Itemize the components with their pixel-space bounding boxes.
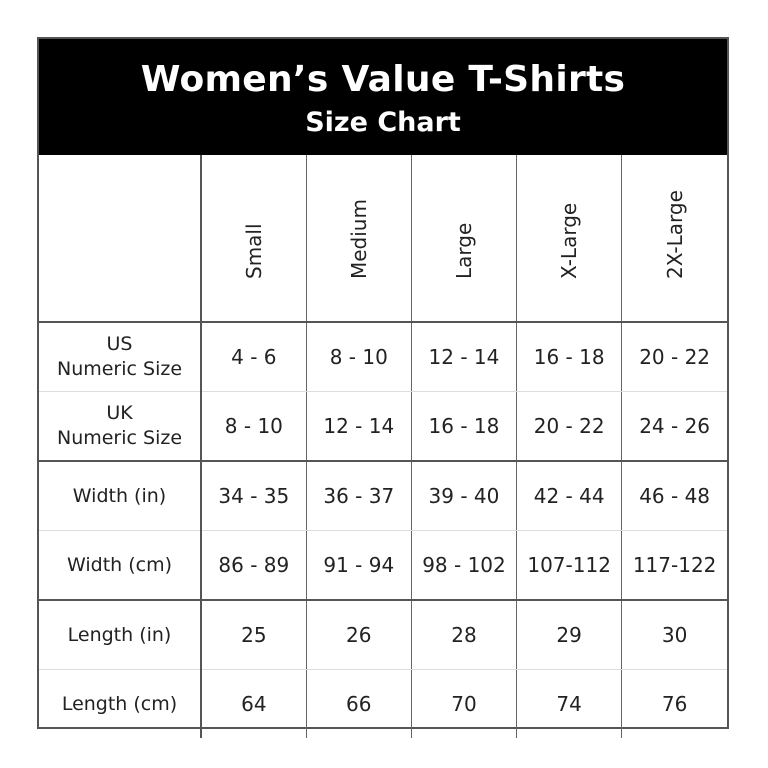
size-label: Medium [346, 199, 371, 279]
table-row [39, 670, 727, 739]
table-cell: 20 - 22 [517, 392, 622, 462]
table-cell: 8 - 10 [306, 322, 411, 392]
table-cell: 86 - 89 [201, 531, 306, 601]
row-label: Length (in) [39, 600, 201, 670]
table-cell: 98 - 102 [411, 531, 516, 601]
row-label [39, 392, 201, 462]
size-label: Small [241, 223, 266, 279]
table-cell: 26 [306, 600, 411, 670]
table-cell: 30 [622, 600, 727, 670]
chart-subtitle: Size Chart [305, 107, 461, 138]
size-header-row [39, 155, 727, 322]
table-cell: 25 [201, 600, 306, 670]
row-label-line2: Numeric Size [56, 427, 183, 449]
table-cell: 16 - 18 [411, 392, 516, 462]
size-header-large [411, 155, 516, 322]
table-cell: 16 - 18 [517, 322, 622, 392]
size-table [39, 155, 727, 738]
size-header-medium [306, 155, 411, 322]
size-header-x-large [517, 155, 622, 322]
table-cell: 12 - 14 [306, 392, 411, 462]
chart-title: Women’s Value T-Shirts [140, 59, 626, 100]
row-label-line2: Numeric Size [56, 358, 183, 380]
table-row [39, 600, 727, 670]
table-cell: 42 - 44 [517, 461, 622, 531]
size-label: 2X-Large [662, 190, 687, 279]
size-chart [37, 37, 729, 729]
table-cell: 76 [622, 670, 727, 739]
table-cell: 46 - 48 [622, 461, 727, 531]
size-label: X-Large [557, 202, 582, 279]
row-label [39, 322, 201, 392]
row-label-line1: UK [106, 402, 133, 424]
size-header-small [201, 155, 306, 322]
table-cell: 34 - 35 [201, 461, 306, 531]
row-label: Width (cm) [39, 531, 201, 601]
row-label: Width (in) [39, 461, 201, 531]
table-cell: 20 - 22 [622, 322, 727, 392]
table-cell: 4 - 6 [201, 322, 306, 392]
table-cell: 64 [201, 670, 306, 739]
table-cell: 117-122 [622, 531, 727, 601]
size-label: Large [451, 222, 476, 279]
table-cell: 107-112 [517, 531, 622, 601]
table-row [39, 531, 727, 601]
table-cell: 36 - 37 [306, 461, 411, 531]
table-row [39, 392, 727, 462]
table-cell: 91 - 94 [306, 531, 411, 601]
row-label: Length (cm) [61, 692, 178, 715]
table-cell: 8 - 10 [201, 392, 306, 462]
table-cell: 70 [411, 670, 516, 739]
table-cell: 12 - 14 [411, 322, 516, 392]
table-cell: 24 - 26 [622, 392, 727, 462]
table-row [39, 322, 727, 392]
table-cell: 39 - 40 [411, 461, 516, 531]
size-header-2x-large [622, 155, 727, 322]
table-cell: 29 [517, 600, 622, 670]
row-label-line1: US [106, 333, 133, 355]
table-cell: 74 [517, 670, 622, 739]
table-row [39, 461, 727, 531]
table-cell: 66 [306, 670, 411, 739]
table-cell: 28 [411, 600, 516, 670]
title-banner [39, 39, 727, 155]
corner-cell [39, 155, 201, 322]
